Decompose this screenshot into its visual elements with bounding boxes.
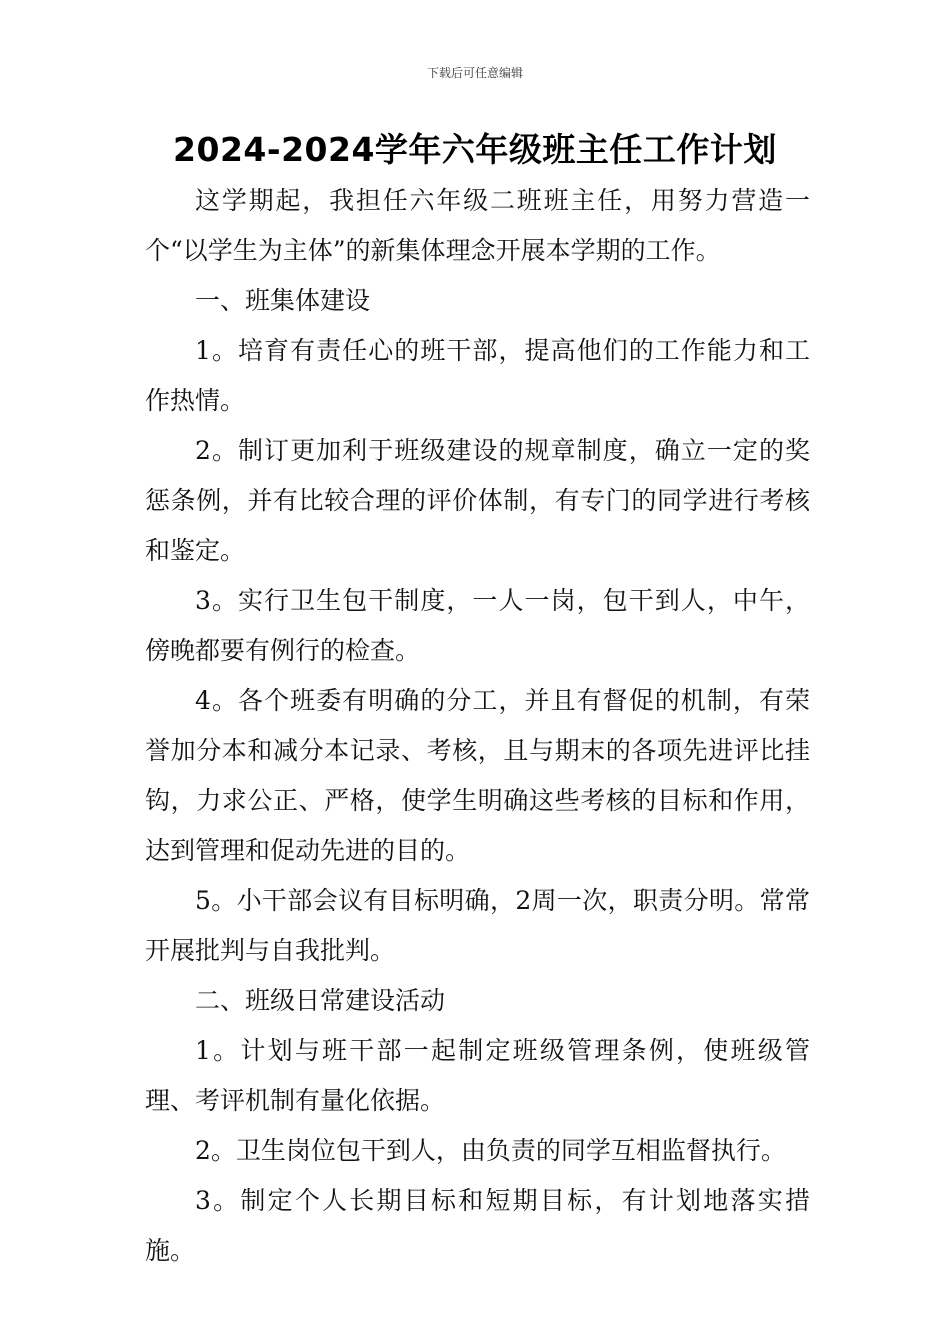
section-heading-1: 一、班集体建设 [195,286,371,315]
section-heading-2: 二、班级日常建设活动 [195,986,446,1015]
paragraph: 2。制订更加利于班级建设的规章制度，确立一定的奖惩条例，并有比较合理的评价体制，有专门的同学进行考核和鉴定。 [145,436,810,565]
paragraph: 4。各个班委有明确的分工，并且有督促的机制，有荣誉加分本和减分本记录、考核，且与期末的各项先进评比挂钩，力求公正、严格，使学生明确这些考核的目标和作用，达到管理和促动先进的目的。 [145,686,810,865]
paragraph: 1。计划与班干部一起制定班级管理条例，使班级管理、考评机制有量化依据。 [145,1036,810,1115]
paragraph: 2。卫生岗位包干到人，由负责的同学互相监督执行。 [195,1136,786,1165]
paragraph: 1。培育有责任心的班干部，提高他们的工作能力和工作热情。 [145,336,810,415]
document-body [145,176,810,1276]
paragraph: 5。小干部会议有目标明确，2周一次，职责分明。常常开展批判与自我批判。 [145,886,810,965]
paragraph: 3。制定个人长期目标和短期目标，有计划地落实措施。 [145,1186,810,1265]
paragraph-intro: 这学期起，我担任六年级二班班主任，用努力营造一个“以学生为主体”的新集体理念开展本学期的工作。 [145,186,810,265]
paragraph: 3。实行卫生包干制度，一人一岗，包干到人，中午，傍晚都要有例行的检查。 [145,586,810,665]
header-note: 下载后可任意编辑 [426,66,523,80]
document-title: 2024-2024学年六年级班主任工作计划 [173,130,777,169]
